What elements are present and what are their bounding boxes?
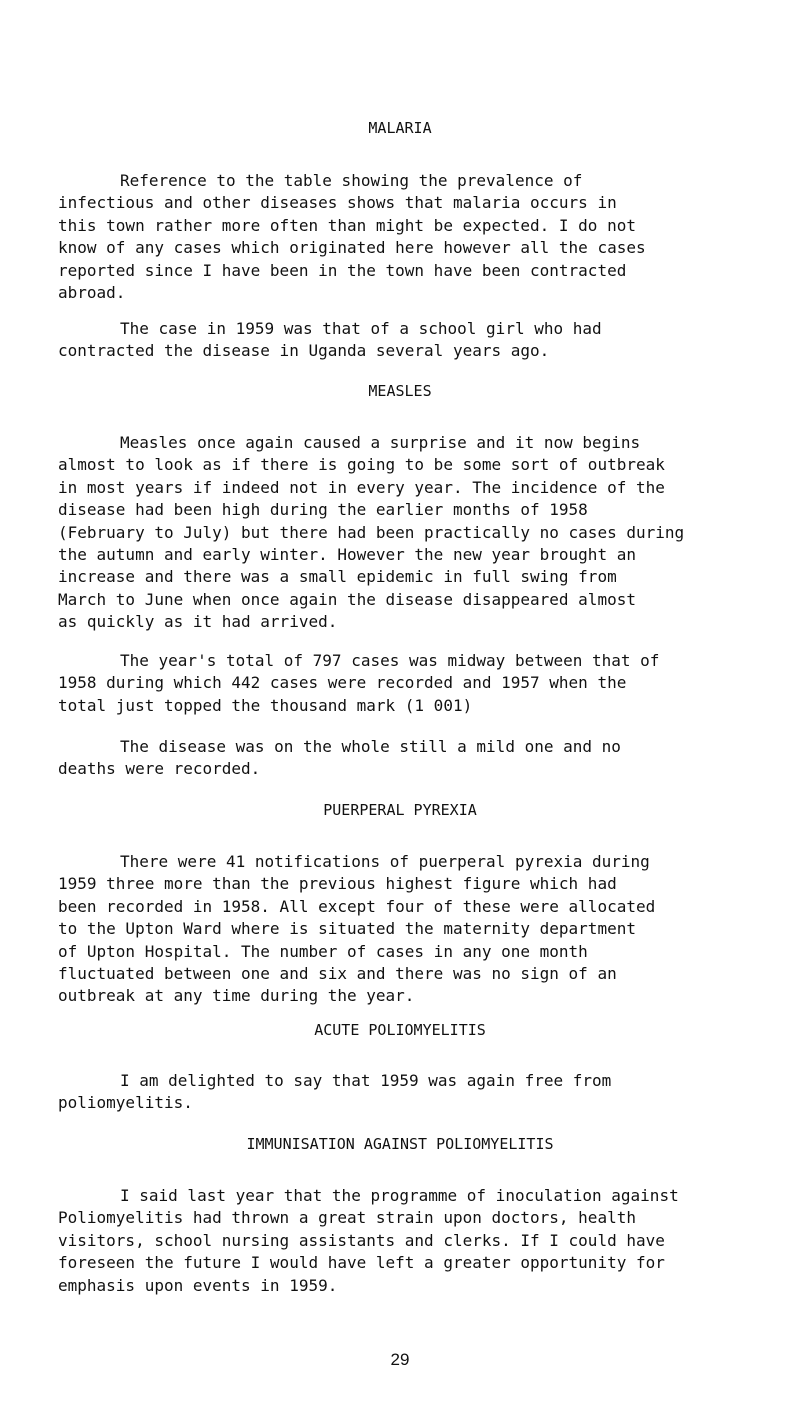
text-line: disease had been high during the earlier months of 1958 (58, 500, 588, 520)
text-line: The disease was on the whole still a mild one and no (120, 737, 621, 756)
heading-malaria: MALARIA (368, 119, 432, 137)
text-line: this town rather more often than might be expected. I do not (58, 215, 636, 235)
text-line: I am delighted to say that 1959 was again free from (120, 1071, 612, 1090)
paragraph-measles-3 (58, 736, 798, 781)
text-line: as quickly as it had arrived. (58, 612, 338, 632)
text-line: 1958 during which 442 cases were recorded and 1957 when the (58, 673, 627, 693)
text-line: contracted the disease in Uganda several years ago. (58, 341, 550, 361)
text-line: increase and there was a small epidemic in full swing from (58, 567, 617, 587)
paragraph-malaria-1 (58, 170, 798, 304)
text-line: 1959 three more than the previous highest figure which had (58, 874, 617, 894)
paragraph-immunisation-1 (58, 1185, 798, 1297)
text-line: of Upton Hospital. The number of cases in any one month (58, 941, 588, 961)
text-line: know of any cases which originated here however all the cases (58, 238, 646, 258)
text-line: The year's total of 797 cases was midway between that of (120, 651, 660, 670)
paragraph-malaria-2 (58, 318, 798, 363)
text-line: been recorded in 1958. All except four of these were allocated (58, 896, 656, 916)
paragraph-puerperal-1 (58, 851, 798, 1008)
text-line: Measles once again caused a surprise and it now begins (120, 433, 641, 452)
heading-immunisation-poliomyelitis: IMMUNISATION AGAINST POLIOMYELITIS (246, 1135, 554, 1153)
text-line: total just topped the thousand mark (1 001) (58, 695, 473, 715)
paragraph-acute-polio-1 (58, 1070, 798, 1115)
text-line: visitors, school nursing assistants and clerks. If I could have (58, 1230, 665, 1250)
text-line: foreseen the future I would have left a greater opportunity for (58, 1253, 665, 1273)
page-number: 29 (390, 1350, 410, 1369)
text-line: poliomyelitis. (58, 1093, 193, 1113)
text-line: fluctuated between one and six and there was no sign of an (58, 964, 617, 984)
text-line: Poliomyelitis had thrown a great strain upon doctors, health (58, 1208, 636, 1228)
text-line: outbreak at any time during the year. (58, 986, 415, 1006)
heading-puerperal-pyrexia: PUERPERAL PYREXIA (323, 801, 477, 819)
text-line: infectious and other diseases shows that malaria occurs in (58, 193, 617, 213)
text-line: I said last year that the programme of inoculation against (120, 1186, 679, 1205)
paragraph-measles-1 (58, 432, 798, 634)
heading-acute-poliomyelitis: ACUTE POLIOMYELITIS (314, 1021, 486, 1039)
text-line: the autumn and early winter. However the new year brought an (58, 545, 636, 565)
text-line: abroad. (58, 283, 126, 303)
text-line: reported since I have been in the town have been contracted (58, 260, 627, 280)
text-line: Reference to the table showing the prevalence of (120, 171, 583, 190)
text-line: in most years if indeed not in every year. The incidence of the (58, 477, 665, 497)
text-line: March to June when once again the disease disappeared almost (58, 589, 636, 609)
text-line: The case in 1959 was that of a school girl who had (120, 319, 602, 338)
text-line: There were 41 notifications of puerperal pyrexia during (120, 852, 650, 871)
text-line: (February to July) but there had been practically no cases during (58, 522, 685, 542)
text-line: to the Upton Ward where is situated the maternity department (58, 919, 636, 939)
paragraph-measles-2 (58, 650, 798, 717)
text-line: emphasis upon events in 1959. (58, 1275, 338, 1295)
text-line: almost to look as if there is going to be some sort of outbreak (58, 455, 665, 475)
heading-measles: MEASLES (368, 382, 432, 400)
text-line: deaths were recorded. (58, 759, 261, 779)
